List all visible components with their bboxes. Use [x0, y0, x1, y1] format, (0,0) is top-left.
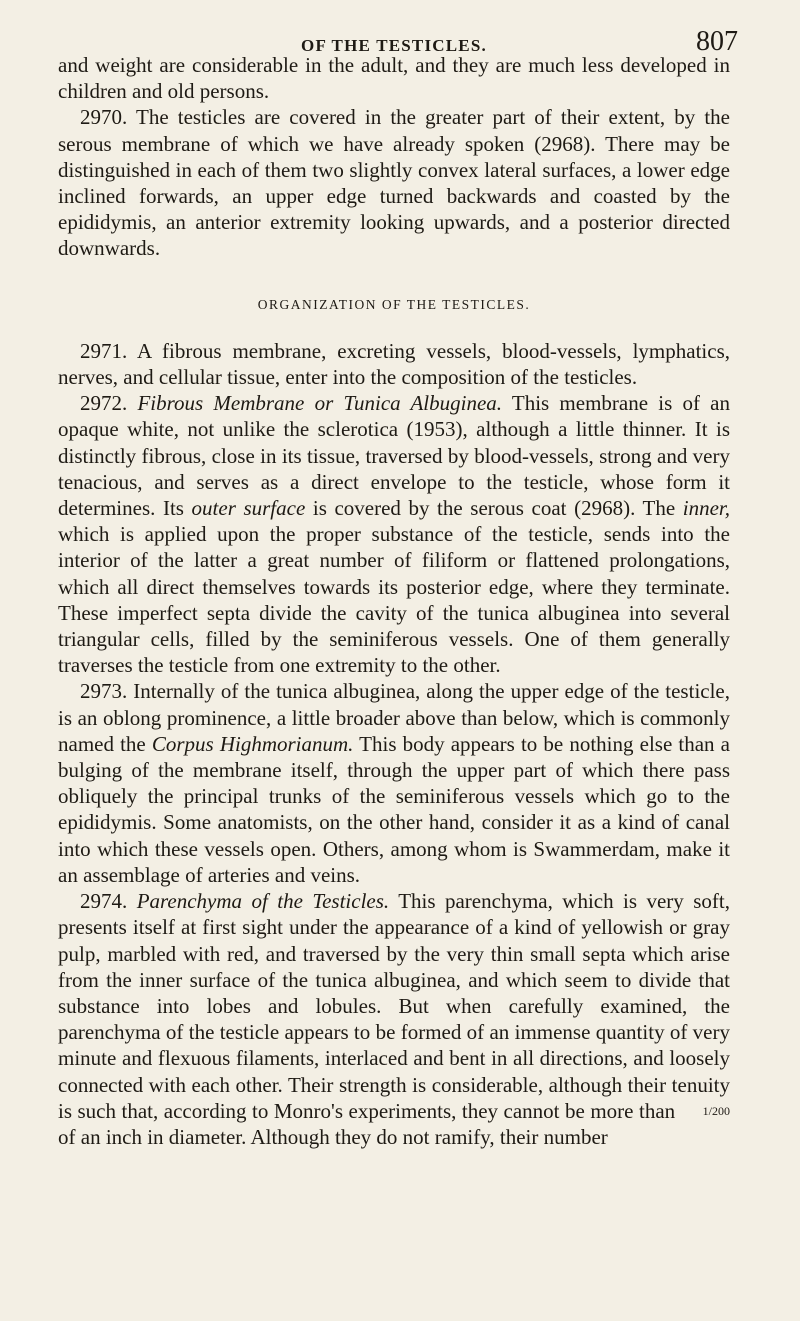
paragraph-text: which is applied upon the proper substance of the testicle, sends into the interior of the latter a great number of filiform or flattened prolongations, which all direct themselves towards its posterior edge, where they terminate. These imperfect septa divide the cavity of the tunica albuginea into several triangular cells, filled by the seminiferous vessels. One of them generally traverses the testicle from one extremity to the other. [58, 522, 730, 678]
section-number: 2970. [80, 105, 128, 130]
fraction: 1/200 [702, 1103, 730, 1118]
paragraph-2974 [58, 888, 730, 1150]
emphasis: outer surface [191, 496, 306, 521]
page-header [58, 0, 738, 57]
section-number: 2971. [80, 338, 128, 363]
paragraph-text: This parenchyma, which is very soft, presents itself at first sight under the appearance of a kind of yellowish or gray pulp, marbled with red, and traversed by the very thin small septa which arise from the inner surface of the tunica albuginea, and which seem to divide that substance into lobes and lobules. But when carefully examined, the parenchyma of the testicle appears to be formed of an immense quantity of very minute and flexuous filaments, interlaced and bent in all directions, and loosely connected with each other. Their strength is considerable, although their tenuity is such that, according to Monro's experiments, they cannot be more than [58, 889, 730, 1123]
paragraph-2972 [58, 390, 730, 678]
paragraph-title: Parenchyma of the Testicles. [136, 889, 390, 914]
page-number: 807 [696, 26, 738, 57]
running-title: OF THE TESTICLES. [301, 36, 487, 55]
paragraph-continuation [58, 52, 730, 104]
paragraph-text: A fibrous membrane, excreting vessels, blood-vessels, lymphatics, nerves, and cellular tissue, enter into the composition of the testicles. [58, 338, 730, 390]
section-number: 2972. [80, 391, 128, 416]
paragraph-2971 [58, 338, 730, 390]
paragraph-text: and weight are considerable in the adult, and they are much less developed in children and old persons. [58, 53, 730, 104]
paragraph-text: of an inch in diameter. Although they do not ramify, their number [58, 1124, 608, 1149]
paragraph-text: Internally of the tunica albuginea, along the upper edge of the testicle, is an oblong prominence, a little broader above than below, which is commonly named the [58, 679, 730, 756]
paragraph-text: The testicles are covered in the greater part of their extent, by the serous membrane of which we have already spoken (2968). There may be distinguished in each of them two slightly convex lateral surfaces, a lower edge inclined forwards, an upper edge turned backwards and coasted by the epididymis, an anterior extremity looking upwards, and a posterior directed downwards. [58, 105, 730, 261]
paragraph-text: is covered by the serous coat (2968). The [305, 496, 683, 521]
paragraph-title: Fibrous Membrane or Tunica Albuginea. [137, 391, 503, 416]
page-body [58, 52, 730, 1150]
emphasis: Corpus Highmorianum. [151, 731, 354, 756]
paragraph-text: This body appears to be nothing else than a bulging of the membrane itself, through the upper part of which there pass obliquely the principal trunks of the seminiferous vessels which go to the epididymis. Some anatomists, on the other hand, consider it as a kind of canal into which these vessels open. Others, among whom is Swammerdam, make it an assemblage of arteries and veins. [58, 731, 730, 887]
paragraph-2973 [58, 678, 730, 888]
emphasis: inner, [682, 496, 730, 521]
paragraph-2970 [58, 104, 730, 261]
section-heading: ORGANIZATION OF THE TESTICLES. [257, 296, 531, 312]
section-number: 2974. [80, 889, 128, 914]
paragraph-text: This membrane is of an opaque white, not unlike the sclerotica (1953), although a little thinner. It is distinctly fibrous, close in its tissue, traversed by blood-vessels, strong and very tenacious, and serves as a direct envelope to the testicle, whose form it determines. Its [58, 391, 730, 521]
section-number: 2973. [80, 679, 128, 704]
